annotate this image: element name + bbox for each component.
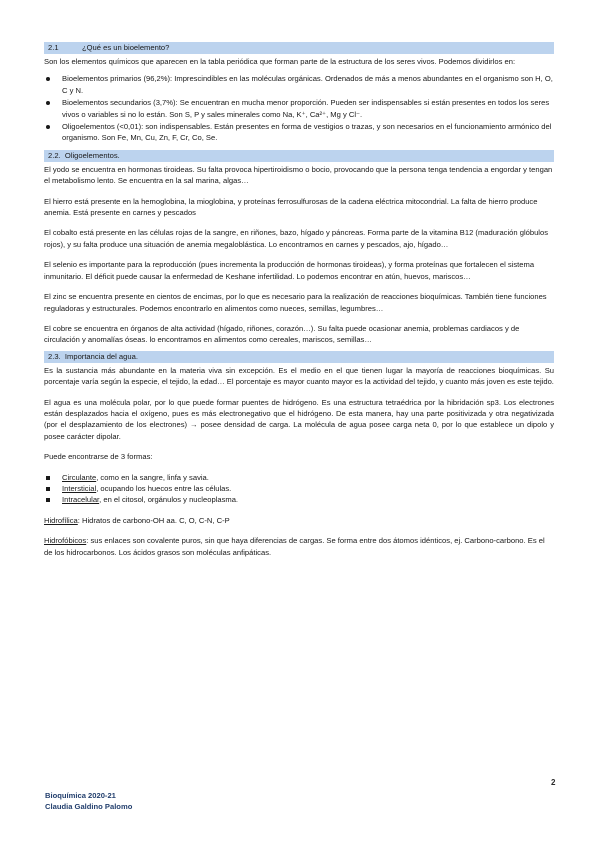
list-item: Intersticial, ocupando los huecos entre las células. — [44, 483, 554, 494]
section-title: ¿Qué es un bioelemento? — [82, 43, 170, 52]
list-item: Intracelular, en el citosol, orgánulos y nucleoplasma. — [44, 494, 554, 505]
form-term: Intracelular — [62, 495, 100, 505]
forms-intro: Puede encontrarse de 3 formas: — [44, 452, 153, 462]
section-intro: Son los elementos químicos que aparecen en la tabla periódica que forman parte de la estructura de los seres vivos. Podemos dividirlos en: — [44, 57, 516, 66]
section-number: 2.3. — [48, 351, 61, 361]
paragraph-agua-abundancia: Es la sustancia más abundante en la materia viva sin excepción. Es el medio en el que tienen lugar la mayoría de reacciones bioquímicas. Su porcentaje varía según la especie, el tejido, la edad… El porcentaje es mayor cuanto mayor es la actividad del tejido, y cuanto más joven es este tejido. — [44, 365, 554, 387]
form-term: Circulante — [62, 472, 97, 482]
section-heading-bioelemento — [44, 42, 554, 54]
page-number: 2 — [551, 778, 556, 787]
list-item: Bioelementos primarios (96,2%): Imprescindibles en las moléculas orgánicas. Ordenados de más a menos abundantes en el organismo son H, O, C y N. — [44, 73, 554, 96]
footer-course: Bioquímica 2020-21 — [45, 791, 116, 800]
bioelement-list — [44, 73, 554, 143]
section-title: Oligoelementos. — [64, 150, 120, 160]
paragraph-cobre: El cobre se encuentra en órganos de alta actividad (hígado, riñones, corazón…). Su falta puede ocasionar anemia, problemas cardiacos y de circulación y anomalías óseas. lo encontramos en alimentos como cereales, mariscos, semillas… — [44, 323, 520, 345]
section-heading-agua — [44, 351, 554, 363]
section-title: Importancia del agua. — [64, 351, 138, 361]
list-item: Circulante, como en la sangre, linfa y savia. — [44, 472, 554, 483]
paragraph-selenio: El selenio es importante para la reproducción (pues incrementa la producción de hormonas tiroideas), y forma proteínas que fortalecen el sistema inmunitario. El déficit puede causar la enfermedad de Keshane infertilidad. Lo podemos encontrar en atún, huevos, mariscos… — [44, 260, 535, 281]
paragraph-hidrofobicos: Hidrofóbicos: sus enlaces son covalente puros, sin que haya diferencias de cargas. Se forma entre dos átomos idénticos, ej. Carbono-carbono. Es el de los hidrocarbonos. Los ácidos grasos son moléculas anfipáticas. — [44, 536, 545, 557]
paragraph-zinc: El zinc se encuentra presente en cientos de encimas, por lo que es necesario para la realización de reacciones bioquímicas. También tiene funciones reguladoras y estructurales. Podemos encontrarlo en alimentos como nueces, semillas, legumbres… — [44, 292, 547, 313]
section-number: 2.2. — [48, 150, 61, 160]
term-hidrofilica: Hidrofílica — [44, 515, 78, 525]
paragraph-agua-polar: El agua es una molécula polar, por lo que puede formar puentes de hidrógeno. Es una estructura tetraédrica por la hibridación sp3. Los electrones están desplazados hacia el oxígeno, pues es más electronegativo que el hidrógeno. De esta manera, hay una parte positivizada y otra negativizada (por el desplazamiento de los electrones) → posee densidad de carga. La molécula de agua posee carga neta 0, por lo que establece un dipolo y posee carácter dipolar. — [44, 397, 554, 441]
footer-author: Claudia Galdino Palomo — [45, 802, 133, 811]
term-hidrofobicos: Hidrofóbicos — [44, 536, 87, 546]
water-forms-list — [44, 472, 554, 506]
page-footer — [45, 790, 132, 812]
section-number: 2.1 — [48, 43, 59, 52]
list-item: Oligoelementos (<0,01): son indispensables. Están presentes en forma de vestigios o trazas, y son necesarios en el funcionamiento armónico del organismo. Son Fe, Mn, Cu, Zn, F, Cr, Co, Se. — [44, 121, 554, 144]
list-item: Bioelementos secundarios (3,7%): Se encuentran en mucha menor proporción. Pueden ser indispensables si están presentes en todos los seres vivos o variables si no lo están. Son S, P y sales minerales como Na, K⁺, Ca²⁺, Mg y Cl⁻. — [44, 97, 554, 120]
paragraph-cobalto: El cobalto está presente en las células rojas de la sangre, en riñones, bazo, hígado y páncreas. Forma parte de la vitamina B12 (maduración glóbulos rojos), y su falta produce una situación de anemia megaloblástica. Lo encontramos en carnes y pescados, ajo, hígado… — [44, 228, 549, 249]
document-page — [44, 42, 554, 558]
paragraph-hidrofilica: Hidrofílica: Hidratos de carbono-OH aa. C, O, C-N, C-P — [44, 515, 230, 525]
form-term: Intersticial — [62, 483, 97, 493]
paragraph-hierro: El hierro está presente en la hemoglobina, la mioglobina, y proteínas ferrosulfurosas de la cadena eléctrica mitocondrial. La falta de hierro produce anemia. Está presente en carnes y pescados — [44, 196, 538, 218]
section-heading-oligoelementos — [44, 150, 554, 162]
paragraph-yodo: El yodo se encuentra en hormonas tiroideas. Su falta provoca hipertiroidismo o bocio, provocando que la persona tenga tendencia a engordar y tengan el metabolismo lento. Se encuentra en la sal marina, algas… — [44, 164, 553, 186]
